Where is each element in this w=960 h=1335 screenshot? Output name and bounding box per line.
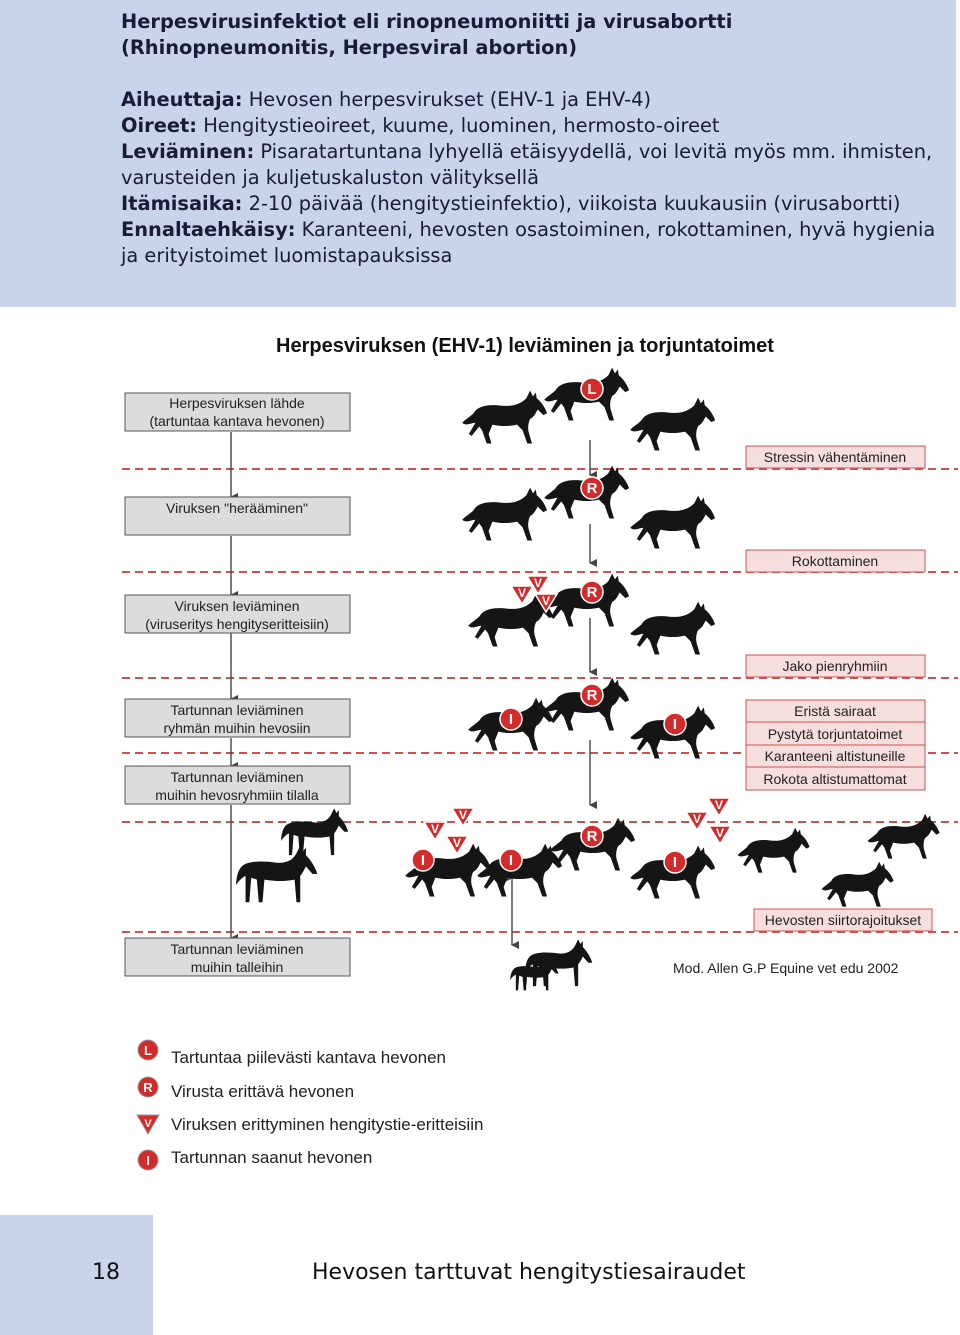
badge-letter: V — [692, 812, 702, 826]
page-number: 18 — [92, 1260, 120, 1285]
horse-icon — [462, 391, 547, 444]
badge-letter: I — [672, 854, 678, 871]
badge-letter: R — [143, 1080, 153, 1095]
measure-label: Pystytä torjuntatoimet — [767, 726, 903, 742]
diagram-title: Herpesviruksen (EHV-1) leviäminen ja torjuntatoimet — [276, 335, 774, 357]
stage-label: (viruseritys hengityseritteisiin) — [145, 616, 329, 632]
legend-label: Virusta erittävä hevonen — [171, 1082, 355, 1101]
measure-label: Jako pienryhmiin — [782, 658, 888, 674]
badge-letter: I — [508, 852, 514, 869]
badge-letter: R — [586, 584, 598, 601]
badge-letter: I — [420, 852, 426, 869]
measure-label: Eristä sairaat — [794, 703, 876, 719]
badge-letter: V — [541, 594, 551, 608]
measure-boxes — [746, 446, 932, 931]
stage-label: muihin talleihin — [190, 959, 284, 975]
badge-letter: R — [586, 687, 598, 704]
badge-letter: V — [430, 822, 440, 836]
legend — [137, 1040, 483, 1170]
legend-label: Viruksen erittyminen hengitystie-eritteisiin — [171, 1115, 484, 1134]
info-text: Hengitystieoireet, kuume, luominen, hermosto-oireet — [197, 114, 720, 137]
badge-letter: I — [508, 711, 514, 728]
info-label: Itämisaika: — [121, 192, 243, 215]
legend-label: Tartuntaa piilevästi kantava hevonen — [171, 1048, 447, 1067]
info-text: Pisaratartuntana lyhyellä etäisyydellä, voi levitä myös mm. ihmisten, varusteiden ja kuljetuskaluston välityksellä — [121, 140, 933, 189]
badge-letter: I — [672, 716, 678, 733]
measure-label: Stressin vähentäminen — [763, 449, 907, 465]
badge-letter: R — [586, 480, 598, 497]
horse-icon — [630, 602, 715, 655]
measure-label: Karanteeni altistuneille — [764, 748, 906, 764]
badge-letter: V — [517, 586, 527, 600]
stage-label: muihin hevosryhmiin tilalla — [155, 787, 319, 803]
info-text: Karanteeni, hevosten osastoiminen, rokottaminen, hyvä hygienia ja erityistoimet luomistapauksissa — [121, 218, 936, 267]
horse-icon — [868, 814, 940, 859]
stage-label: Viruksen leviäminen — [174, 598, 300, 614]
badge-letter: I — [146, 1153, 150, 1168]
horse-icon — [236, 846, 317, 903]
stage-boxes — [125, 393, 350, 976]
info-label: Ennaltaehkäisy: — [121, 218, 296, 241]
stage-label: Tartunnan leviäminen — [170, 941, 304, 957]
stage-label: ryhmän muihin hevosiin — [163, 720, 311, 736]
horse-icon — [738, 828, 810, 873]
badge-letter: V — [458, 808, 468, 822]
badge-letter: R — [586, 828, 598, 845]
footer-tab — [0, 1215, 153, 1335]
stage-label: Herpesviruksen lähde — [169, 395, 305, 411]
horse-icon — [630, 398, 715, 451]
stage-label: (tartuntaa kantava hevonen) — [149, 413, 325, 429]
badge-letter: V — [714, 798, 724, 812]
measure-label: Rokottaminen — [791, 553, 879, 569]
horse-icon — [281, 808, 348, 855]
source-credit: Mod. Allen G.P Equine vet edu 2002 — [673, 960, 899, 976]
badge-letter: L — [144, 1043, 152, 1058]
stage-label: Viruksen "herääminen" — [166, 500, 308, 516]
horse-icon — [477, 844, 562, 897]
badge-letter: V — [533, 576, 543, 590]
horse-icon — [462, 488, 547, 541]
badge-letter: L — [587, 381, 597, 398]
badge-letter: V — [452, 836, 462, 850]
info-text: Hevosen herpesvirukset (EHV-1 ja EHV-4) — [242, 88, 652, 111]
horse-icon — [525, 939, 592, 986]
info-text: 2-10 päivää (hengitystieinfektio), viikoista kuukausiin (virusabortti) — [242, 192, 901, 215]
badge-letter: V — [144, 1118, 152, 1130]
badge-letter: V — [715, 826, 725, 840]
info-title: Herpesvirusinfektiot eli rinopneumoniitti ja virusabortti (Rhinopneumonitis, Herpesviral abortion) — [121, 10, 733, 59]
measure-label: Hevosten siirtorajoitukset — [764, 912, 922, 928]
info-label: Leviäminen: — [121, 140, 255, 163]
horse-icon — [630, 496, 715, 549]
footer-title: Hevosen tarttuvat hengitystiesairaudet — [312, 1260, 746, 1285]
info-label: Aiheuttaja: — [121, 88, 243, 111]
legend-label: Tartunnan saanut hevonen — [171, 1148, 373, 1167]
stage-label: Tartunnan leviäminen — [170, 702, 304, 718]
horse-icon — [822, 862, 894, 907]
measure-label: Rokota altistumattomat — [763, 771, 907, 787]
info-label: Oireet: — [121, 114, 198, 137]
stage-label: Tartunnan leviäminen — [170, 769, 304, 785]
